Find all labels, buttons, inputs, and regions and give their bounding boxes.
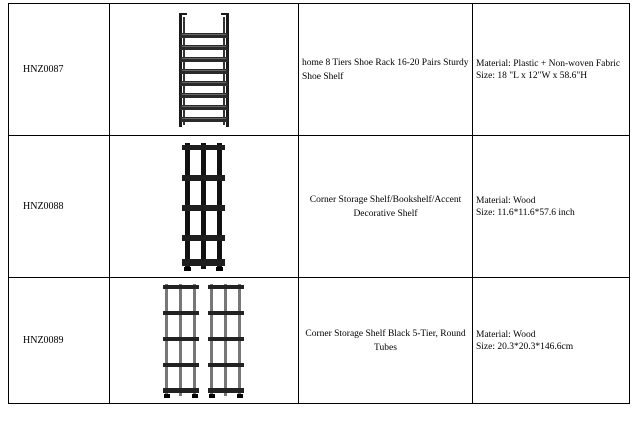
product-image-cell	[110, 278, 299, 404]
product-description: home 8 Tiers Shoe Rack 16-20 Pairs Sturdy Shoe Shelf	[299, 4, 473, 136]
material-text: Material: Wood	[476, 329, 536, 340]
table-row	[9, 136, 630, 278]
product-specs	[473, 4, 630, 136]
size-text: Size: 11.6*11.6*57.6 inch	[476, 207, 575, 218]
product-image-cell	[110, 136, 299, 278]
corner-shelf-pair-image	[162, 282, 246, 400]
product-image-cell	[110, 4, 299, 136]
product-description: Corner Storage Shelf/Bookshelf/Accent Decorative Shelf	[299, 136, 473, 278]
corner-shelf-image	[179, 141, 229, 273]
product-description: Corner Storage Shelf Black 5-Tier, Round Tubes	[299, 278, 473, 404]
size-text: Size: 18 "L x 12"W x 58.6"H	[476, 70, 588, 81]
product-specs	[473, 278, 630, 404]
material-text: Material: Plastic + Non-woven Fabric	[476, 58, 621, 69]
product-code: HNZ0089	[9, 278, 110, 404]
product-specs	[473, 136, 630, 278]
product-code: HNZ0088	[9, 136, 110, 278]
table-row	[9, 4, 630, 136]
material-text: Material: Wood	[476, 195, 536, 206]
product-code: HNZ0087	[9, 4, 110, 136]
shoe-rack-image	[169, 11, 239, 129]
product-table	[8, 3, 630, 404]
table-row	[9, 278, 630, 404]
size-text: Size: 20.3*20.3*146.6cm	[476, 341, 574, 352]
